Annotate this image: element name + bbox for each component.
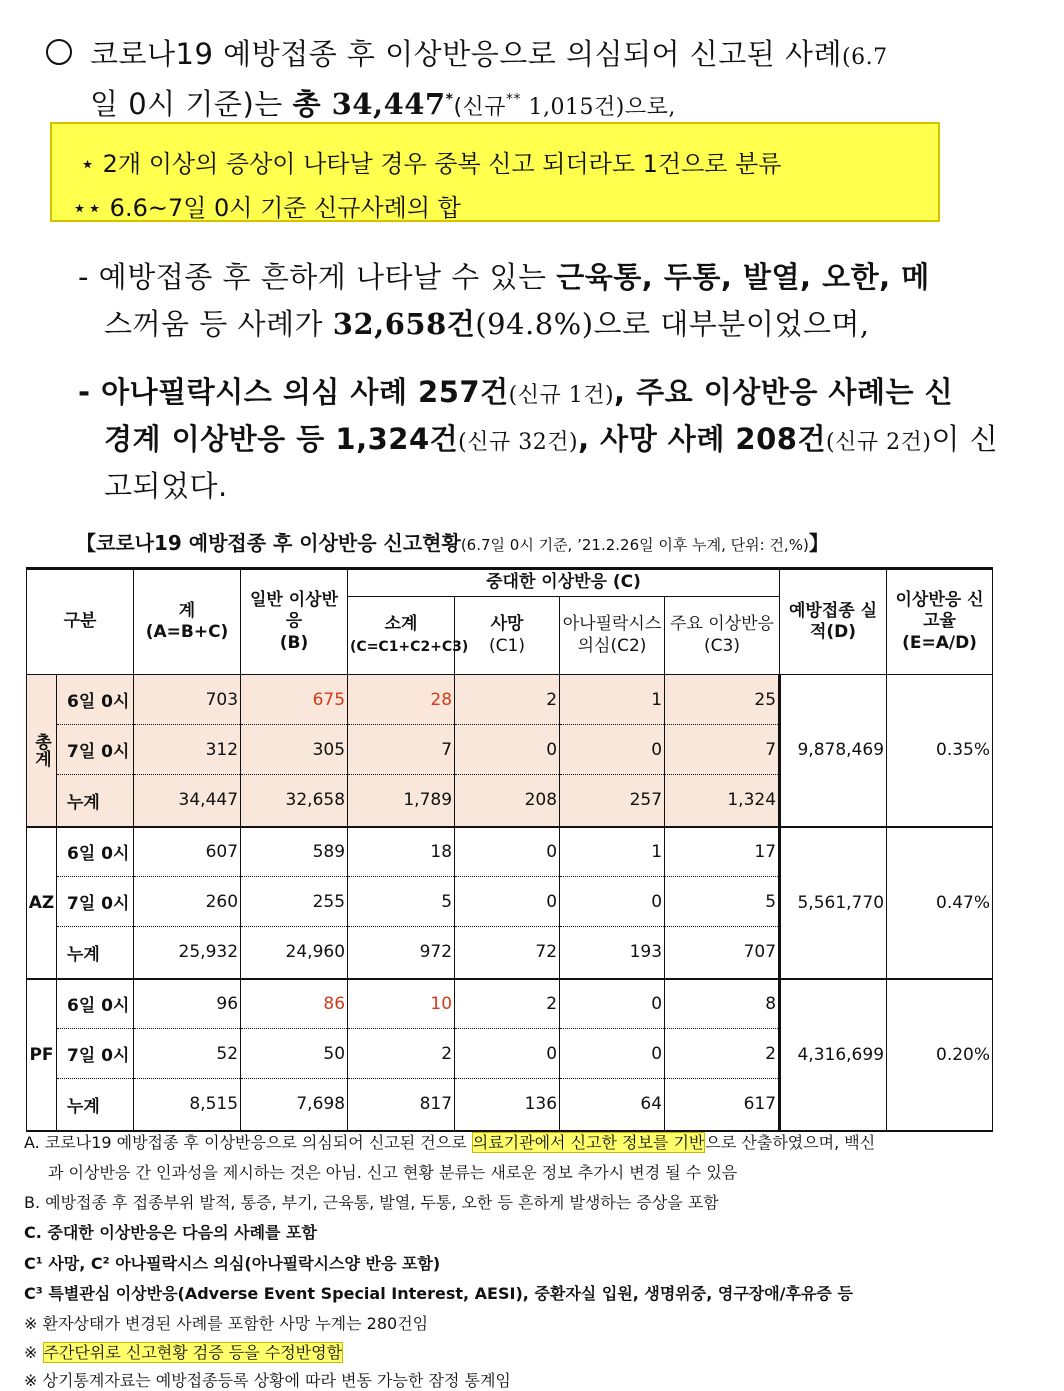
table-row <box>27 827 993 877</box>
summary-date-cont: 일 0시 기준)는 <box>90 87 293 121</box>
row-label: 7일 0시 <box>57 1029 134 1079</box>
circle-bullet-icon <box>46 39 72 65</box>
summary-date: (6.7 <box>842 45 888 70</box>
footnote-c: C. 중대한 이상반응은 다음의 사례를 포함 <box>24 1223 317 1242</box>
cell-subtotal: 28 <box>348 675 455 725</box>
note-box <box>50 122 940 222</box>
cell-anaphylaxis: 0 <box>560 877 665 927</box>
cell-death: 72 <box>455 927 560 979</box>
header-subtotal-label: 소계 <box>384 614 418 635</box>
group-label: PF <box>27 979 57 1131</box>
bullet-2-line-1 <box>78 370 953 411</box>
table-title-end: 】 <box>808 531 829 555</box>
row-label: 6일 0시 <box>57 675 134 725</box>
header-total-sub: (A=B+C) <box>145 622 229 642</box>
cell-general: 50 <box>241 1029 348 1079</box>
cell-total: 607 <box>134 827 241 877</box>
cell-anaphylaxis: 0 <box>560 725 665 775</box>
cell-anaphylaxis: 1 <box>560 675 665 725</box>
header-general-sub: (B) <box>279 632 309 653</box>
bullet-2-line-2 <box>104 417 998 458</box>
cell-death: 2 <box>455 979 560 1029</box>
cell-total: 96 <box>134 979 241 1029</box>
cell-subtotal: 18 <box>348 827 455 877</box>
footnote-c12: C¹ 사망, C² 아나필락시스 의심(아나필락시스양 반응 포함) <box>24 1254 441 1273</box>
cell-vaccinations: 5,561,770 <box>780 827 887 979</box>
cell-subtotal: 5 <box>348 877 455 927</box>
footnote-a-line-2: 과 이상반응 간 인과성을 제시하는 것은 아님. 신고 현황 분류는 새로운 정보 추가시 변경 될 수 있음 <box>48 1163 738 1182</box>
cell-subtotal: 10 <box>348 979 455 1029</box>
bullet-2-line-3: 고되었다. <box>104 469 228 503</box>
cell-major: 1,324 <box>665 775 780 827</box>
row-label: 6일 0시 <box>57 827 134 877</box>
cell-major: 17 <box>665 827 780 877</box>
header-rate-label: 이상반응 신고율 <box>895 590 984 632</box>
cell-death: 0 <box>455 877 560 927</box>
footnote-provisional: ※ 상기통계자료는 예방접종등록 상황에 따라 변동 가능한 잠정 통계임 <box>24 1371 511 1390</box>
footnote-b: B. 예방접종 후 접종부위 발적, 통증, 부기, 근육통, 발열, 두통, 오한 등 흔하게 발생하는 증상을 포함 <box>24 1193 719 1212</box>
cell-vaccinations: 4,316,699 <box>780 979 887 1131</box>
cell-general: 255 <box>241 877 348 927</box>
row-label: 누계 <box>57 775 134 827</box>
cell-total: 703 <box>134 675 241 725</box>
group-label: 총계 <box>27 675 57 827</box>
bullet-major: , 주요 이상반응 사례는 신 <box>614 375 954 409</box>
cell-subtotal: 972 <box>348 927 455 979</box>
bullet-1-line-1 <box>78 255 930 296</box>
header-anaphylaxis <box>560 597 665 675</box>
bullet-1-line-2 <box>104 302 870 343</box>
cell-major: 8 <box>665 979 780 1029</box>
bullet-text: 이 신 <box>931 422 999 456</box>
header-subtotal-sub: (C=C1+C2+C3) <box>350 638 469 655</box>
bullet-symptoms: 근육통, 두통, 발열, 오한, 메 <box>556 260 930 294</box>
bullet-count: 32,658건 <box>332 307 476 341</box>
cell-subtotal: 7 <box>348 725 455 775</box>
cell-general: 32,658 <box>241 775 348 827</box>
header-major-sub: (C3) <box>704 635 740 656</box>
bullet-text: 스꺼움 등 사례가 <box>104 307 333 341</box>
cell-anaphylaxis: 193 <box>560 927 665 979</box>
cell-rate: 0.20% <box>887 979 993 1131</box>
cell-subtotal: 2 <box>348 1029 455 1079</box>
report-table-body <box>27 675 993 1131</box>
cell-major: 5 <box>665 877 780 927</box>
row-label: 누계 <box>57 927 134 979</box>
cell-total: 52 <box>134 1029 241 1079</box>
header-general-label: 일반 이상반응 <box>250 590 339 632</box>
cell-subtotal: 817 <box>348 1079 455 1131</box>
footnote-text: ※ <box>24 1343 43 1362</box>
cell-total: 34,447 <box>134 775 241 827</box>
header-general <box>241 569 348 675</box>
table-row <box>27 675 993 725</box>
bullet-neuro: 경계 이상반응 등 1,324건 <box>104 422 459 456</box>
cell-death: 0 <box>455 827 560 877</box>
cell-subtotal: 1,789 <box>348 775 455 827</box>
footnote-highlight: 의료기관에서 신고한 정보를 기반 <box>472 1133 705 1152</box>
footnote-death-total: ※ 환자상태가 변경된 사례를 포함한 사망 누계는 280건임 <box>24 1314 429 1333</box>
cell-death: 136 <box>455 1079 560 1131</box>
footnote-weekly <box>24 1340 343 1363</box>
table-title <box>76 527 829 556</box>
row-label: 6일 0시 <box>57 979 134 1029</box>
cell-rate: 0.47% <box>887 827 993 979</box>
cell-anaphylaxis: 0 <box>560 979 665 1029</box>
summary-total: 총 34,447 <box>292 87 446 121</box>
cell-major: 707 <box>665 927 780 979</box>
cell-anaphylaxis: 64 <box>560 1079 665 1131</box>
bullet-anaphylaxis: - 아나필락시스 의심 사례 257건 <box>78 375 509 409</box>
bullet-new: (신규 1건) <box>508 383 615 408</box>
row-label: 누계 <box>57 1079 134 1131</box>
summary-new-value: 1,015건)으로, <box>521 95 676 120</box>
header-serious: 중대한 이상반응 (C) <box>348 569 780 597</box>
header-total <box>134 569 241 675</box>
cell-total: 260 <box>134 877 241 927</box>
table-title-main: 【코로나19 예방접종 후 이상반응 신고현황 <box>76 531 461 555</box>
cell-general: 305 <box>241 725 348 775</box>
table-row <box>27 979 993 1029</box>
row-label: 7일 0시 <box>57 725 134 775</box>
bullet-death: , 사망 사례 208건 <box>578 422 826 456</box>
cell-general: 86 <box>241 979 348 1029</box>
header-total-label: 계 <box>178 600 196 621</box>
cell-general: 675 <box>241 675 348 725</box>
cell-anaphylaxis: 1 <box>560 827 665 877</box>
table-title-sub: (6.7일 0시 기준, ’21.2.26일 이후 누계, 단위: 건,%) <box>460 536 809 554</box>
cell-death: 208 <box>455 775 560 827</box>
header-death <box>455 597 560 675</box>
cell-major: 7 <box>665 725 780 775</box>
footnote-text: A. 코로나19 예방접종 후 이상반응으로 의심되어 신고된 건으로 <box>24 1133 472 1152</box>
cell-major: 2 <box>665 1029 780 1079</box>
header-major <box>665 597 780 675</box>
footnote-c3: C³ 특별관심 이상반응(Adverse Event Special Interest, AESI), 중환자실 입원, 생명위중, 영구장애/후유증 등 <box>24 1284 853 1303</box>
header-major-label: 주요 이상반응 <box>670 614 774 635</box>
header-anaphylaxis-label: 아나필락시스 의심(C2) <box>562 614 662 656</box>
star-mark: * <box>445 91 454 108</box>
cell-general: 589 <box>241 827 348 877</box>
header-rate-sub: (E=A/D) <box>902 632 977 653</box>
cell-major: 617 <box>665 1079 780 1131</box>
bullet-percent: (94.8%)으로 대부분이었으며, <box>475 307 870 341</box>
cell-rate: 0.35% <box>887 675 993 827</box>
note-1: ⋆ 2개 이상의 증상이 나타날 경우 중복 신고 되더라도 1건으로 분류 <box>80 150 782 178</box>
footnote-text: 으로 산출하였으며, 백신 <box>705 1133 876 1152</box>
summary-line-2 <box>90 82 676 123</box>
footnote-highlight: 주간단위로 신고현황 검증 등을 수정반영함 <box>43 1343 343 1362</box>
bullet-text: - 예방접종 후 흔하게 나타날 수 있는 <box>78 260 557 294</box>
cell-general: 7,698 <box>241 1079 348 1131</box>
bullet-new: (신규 32건) <box>458 430 579 455</box>
cell-death: 2 <box>455 675 560 725</box>
row-label: 7일 0시 <box>57 877 134 927</box>
cell-total: 312 <box>134 725 241 775</box>
cell-general: 24,960 <box>241 927 348 979</box>
star2-mark: ** <box>506 91 522 108</box>
footnote-a-line-1 <box>24 1130 875 1153</box>
header-death-sub: (C1) <box>489 635 525 656</box>
header-subtotal <box>348 597 469 675</box>
report-table <box>26 567 993 1132</box>
summary-line-1 <box>46 32 888 73</box>
header-rate <box>887 569 993 675</box>
cell-vaccinations: 9,878,469 <box>780 675 887 827</box>
header-category: 구분 <box>27 569 134 675</box>
header-death-label: 사망 <box>490 614 524 635</box>
cell-total: 8,515 <box>134 1079 241 1131</box>
cell-death: 0 <box>455 1029 560 1079</box>
cell-anaphylaxis: 257 <box>560 775 665 827</box>
bullet-new: (신규 2건) <box>825 430 932 455</box>
cell-total: 25,932 <box>134 927 241 979</box>
group-label: AZ <box>27 827 57 979</box>
cell-death: 0 <box>455 725 560 775</box>
note-2: ⋆⋆ 6.6~7일 0시 기준 신규사례의 합 <box>72 194 461 222</box>
summary-new-label: (신규 <box>453 95 507 120</box>
summary-text: 코로나19 예방접종 후 이상반응으로 의심되어 신고된 사례 <box>90 37 843 71</box>
header-vaccinations: 예방접종 실적(D) <box>780 569 887 675</box>
cell-major: 25 <box>665 675 780 725</box>
cell-anaphylaxis: 0 <box>560 1029 665 1079</box>
